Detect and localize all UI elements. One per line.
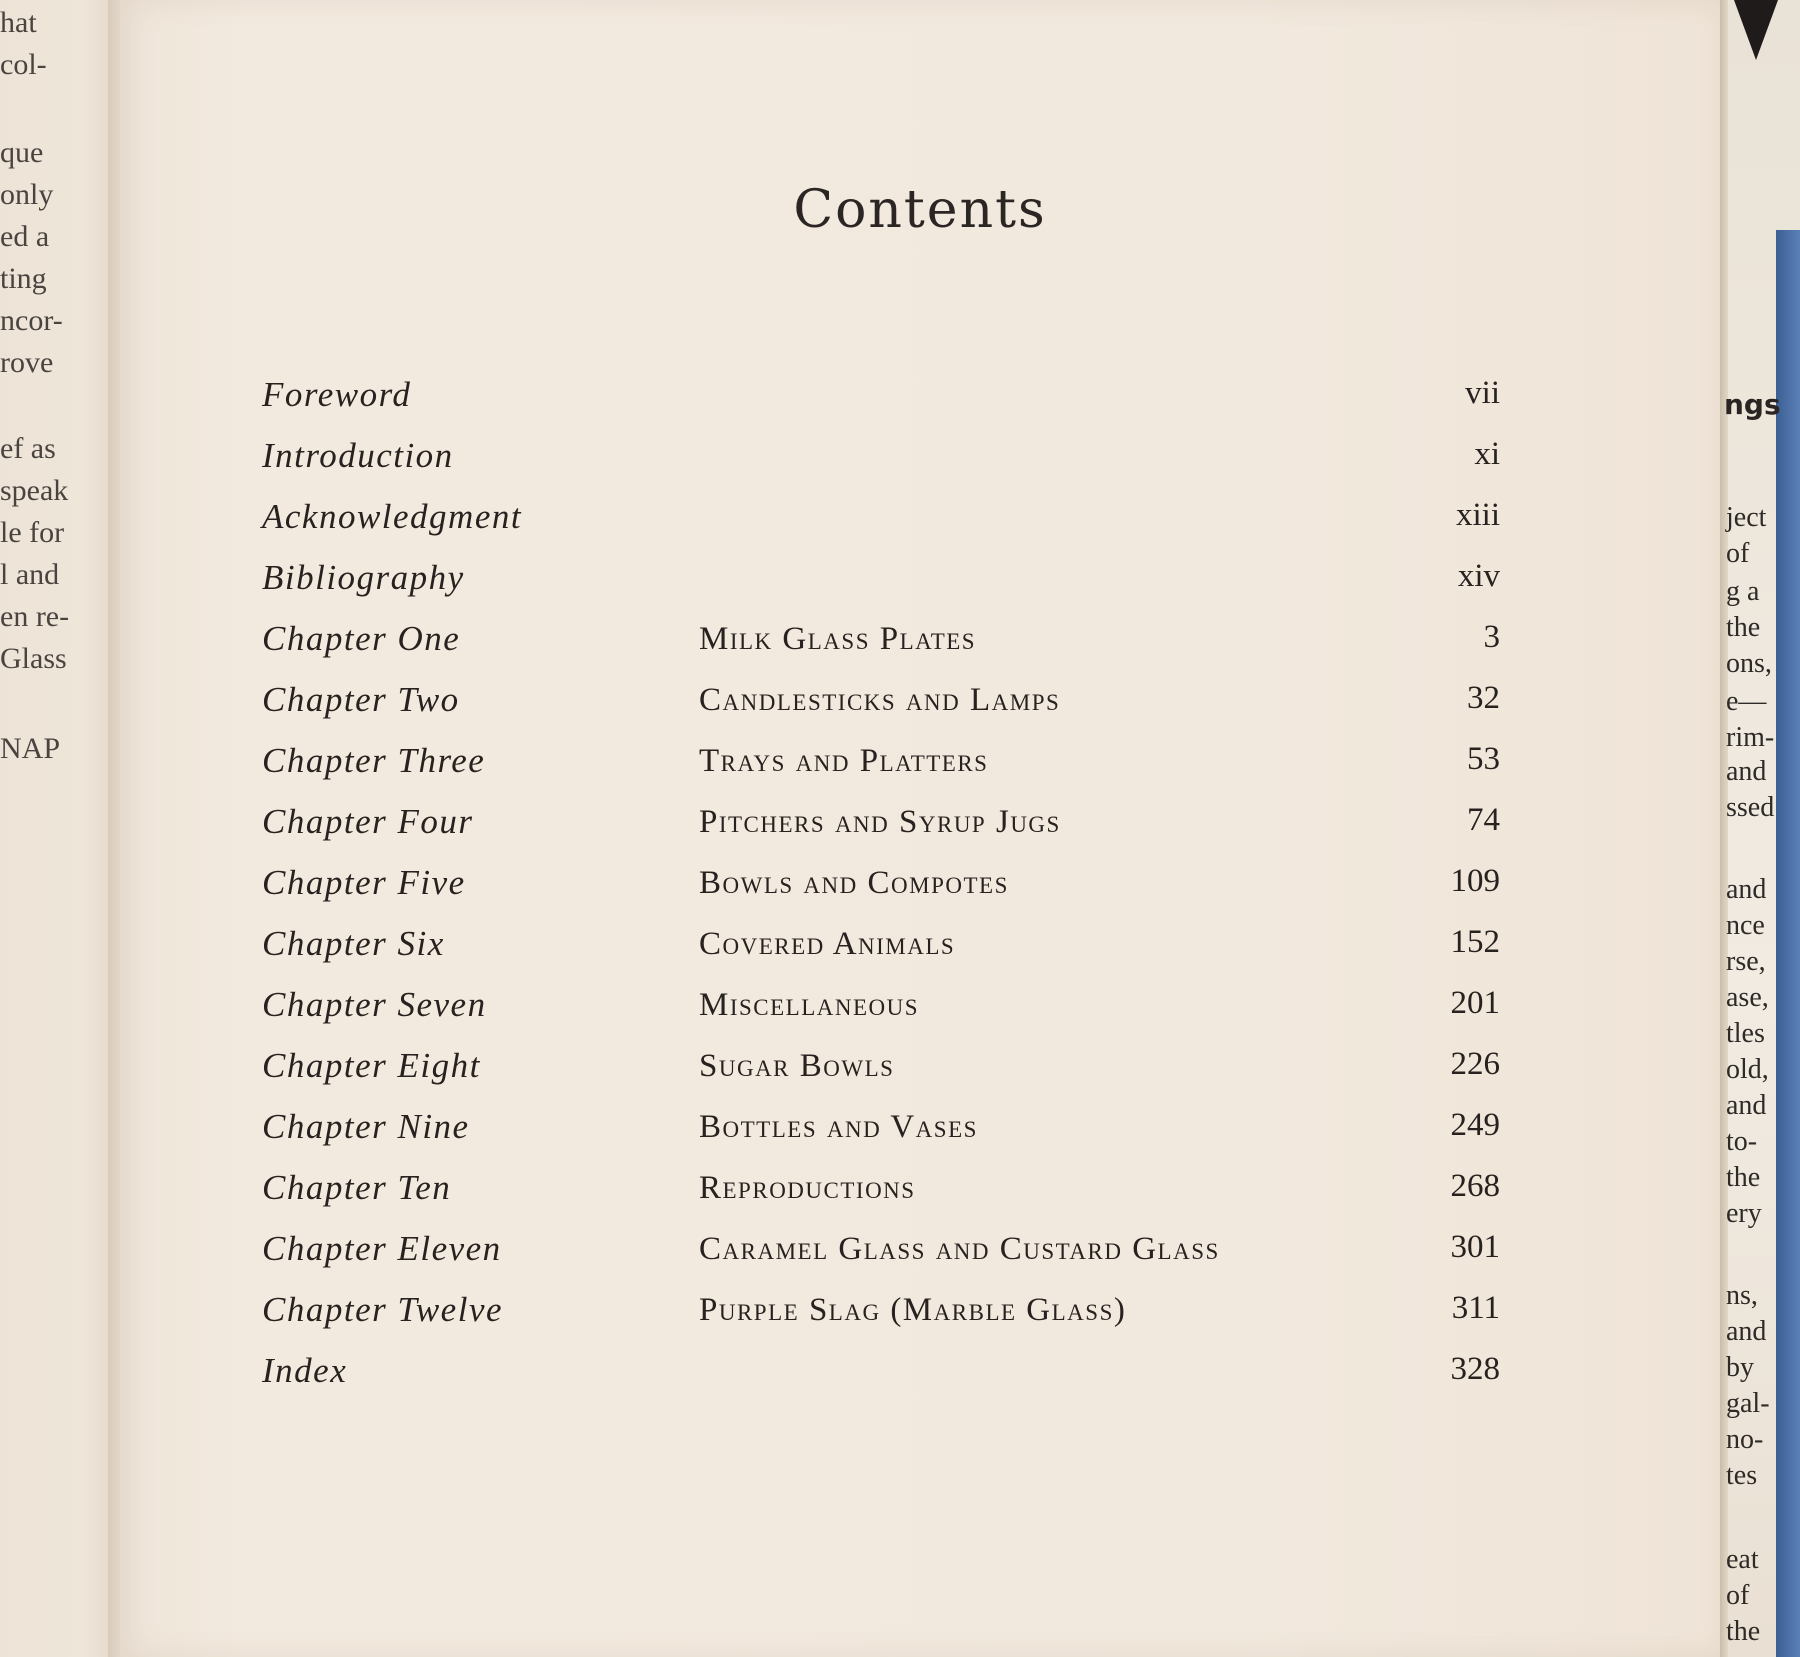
toc-page-number: xi	[1474, 436, 1500, 472]
toc-label: Bibliography	[262, 558, 465, 597]
toc-label: Chapter Twelve	[262, 1290, 504, 1329]
toc-row	[120, 375, 1720, 435]
toc-row	[120, 558, 1720, 618]
contents-page	[120, 0, 1720, 1657]
right-book-text-fragment: gal-	[1726, 1388, 1770, 1419]
toc-page-number: xiv	[1457, 558, 1500, 594]
toc-page-number: 328	[1450, 1351, 1500, 1387]
left-facing-page	[0, 0, 120, 1657]
toc-label: Chapter Two	[262, 680, 460, 719]
toc-row	[120, 741, 1720, 801]
toc-row	[120, 1229, 1720, 1289]
left-page-text-fragment: l and	[0, 558, 60, 591]
left-page-text-fragment: que	[0, 136, 44, 169]
toc-row	[120, 863, 1720, 923]
toc-page-number: 152	[1450, 924, 1500, 960]
toc-row	[120, 436, 1720, 496]
page-title: Contents	[793, 180, 1047, 240]
left-page-text-fragment: ting	[0, 262, 47, 295]
left-page-text-fragment: ef as	[0, 432, 56, 465]
right-book-text-fragment: ons,	[1726, 648, 1772, 679]
right-book-text-fragment: to-	[1726, 1126, 1758, 1157]
toc-row	[120, 1290, 1720, 1350]
toc-row	[120, 680, 1720, 740]
toc-label: Chapter Eleven	[262, 1229, 502, 1268]
toc-chapter-title: Reproductions	[699, 1170, 916, 1206]
toc-label: Foreword	[262, 375, 412, 414]
left-page-text-fragment: Glass	[0, 642, 67, 675]
toc-page-number: vii	[1465, 375, 1500, 411]
toc-row	[120, 1107, 1720, 1167]
right-book-text-fragment: and	[1726, 1316, 1767, 1347]
toc-row	[120, 497, 1720, 557]
left-page-text-fragment: NAP	[0, 732, 61, 765]
left-page-text-fragment: ed a	[0, 220, 50, 253]
left-page-text-fragment: only	[0, 178, 54, 211]
toc-chapter-title: Candlesticks and Lamps	[699, 682, 1061, 718]
toc-label: Chapter Ten	[262, 1168, 452, 1207]
right-book-text-fragment: no-	[1726, 1424, 1764, 1455]
right-book-text-fragment: the	[1726, 1616, 1761, 1647]
toc-label: Chapter Four	[262, 802, 474, 841]
right-book-text-fragment: the	[1726, 1162, 1761, 1193]
toc-page-number: 3	[1483, 619, 1500, 655]
toc-page-number: 201	[1450, 985, 1500, 1021]
toc-chapter-title: Sugar Bowls	[699, 1048, 895, 1084]
right-book-text-fragment: tes	[1726, 1460, 1758, 1491]
left-page-text-fragment: speak	[0, 474, 69, 507]
toc-chapter-title: Bowls and Compotes	[699, 865, 1009, 901]
toc-page-number: 53	[1467, 741, 1500, 777]
right-book-text-fragment: and	[1726, 1090, 1767, 1121]
left-page-text-fragment: le for	[0, 516, 65, 549]
blue-cover-edge	[1776, 230, 1800, 1657]
toc-label: Chapter One	[262, 619, 461, 658]
toc-chapter-title: Covered Animals	[699, 926, 956, 962]
toc-page-number: 311	[1451, 1290, 1500, 1326]
right-book-text-fragment: ns,	[1726, 1280, 1758, 1311]
toc-label: Chapter Five	[262, 863, 466, 902]
toc-chapter-title: Pitchers and Syrup Jugs	[699, 804, 1061, 840]
toc-chapter-title: Trays and Platters	[699, 743, 989, 779]
toc-label: Chapter Nine	[262, 1107, 470, 1146]
toc-chapter-title: Milk Glass Plates	[699, 621, 977, 657]
right-book-text-fragment: and	[1726, 756, 1767, 787]
toc-chapter-title: Caramel Glass and Custard Glass	[699, 1231, 1220, 1267]
toc-label: Chapter Three	[262, 741, 486, 780]
right-book-text-fragment: and	[1726, 874, 1767, 905]
toc-label: Introduction	[262, 436, 454, 475]
right-book-text-fragment: old,	[1726, 1054, 1769, 1085]
toc-page-number: 74	[1467, 802, 1500, 838]
left-page-text-fragment: ncor-	[0, 304, 63, 337]
toc-page-number: 301	[1450, 1229, 1500, 1265]
right-book-text-fragment: tles	[1726, 1018, 1765, 1049]
toc-label: Chapter Six	[262, 924, 445, 963]
left-page-text-fragment: rove	[0, 346, 54, 379]
book-heading-fragment: ngs	[1724, 388, 1781, 421]
toc-page-number: 32	[1467, 680, 1500, 716]
cover-corner	[1734, 0, 1778, 60]
right-book-text-fragment: eat	[1726, 1544, 1759, 1575]
toc-row	[120, 802, 1720, 862]
right-book-text-fragment: ssed	[1726, 792, 1775, 823]
toc-row	[120, 924, 1720, 984]
right-book-text-fragment: of	[1726, 538, 1750, 569]
right-book-text-fragment: e—	[1726, 686, 1767, 717]
toc-label: Index	[262, 1351, 348, 1390]
toc-row	[120, 619, 1720, 679]
toc-label: Acknowledgment	[262, 497, 523, 536]
toc-page-number: xiii	[1455, 497, 1500, 533]
toc-row	[120, 1046, 1720, 1106]
right-book-text-fragment: g a	[1726, 576, 1760, 607]
toc-chapter-title: Bottles and Vases	[699, 1109, 978, 1145]
right-book-text-fragment: nce	[1726, 910, 1765, 941]
right-book-text-fragment: of	[1726, 1580, 1750, 1611]
toc-chapter-title: Purple Slag (Marble Glass)	[699, 1292, 1127, 1328]
toc-row	[120, 985, 1720, 1045]
left-page-text-fragment: en re-	[0, 600, 70, 633]
toc-row	[120, 1351, 1720, 1411]
right-book-text-fragment: the	[1726, 612, 1761, 643]
left-page-text-fragment: hat	[0, 6, 37, 39]
toc-label: Chapter Eight	[262, 1046, 481, 1085]
right-book-text-fragment: ery	[1726, 1198, 1762, 1229]
toc-row	[120, 1168, 1720, 1228]
toc-label: Chapter Seven	[262, 985, 487, 1024]
toc-page-number: 226	[1450, 1046, 1500, 1082]
toc-page-number: 109	[1450, 863, 1500, 899]
toc-page-number: 268	[1450, 1168, 1500, 1204]
right-book-text-fragment: ase,	[1726, 982, 1769, 1013]
background-book-edge	[1720, 0, 1800, 1657]
right-book-text-fragment: ject	[1726, 502, 1767, 533]
right-book-text-fragment: by	[1726, 1352, 1754, 1383]
right-book-text-fragment: rse,	[1726, 946, 1766, 977]
toc-chapter-title: Miscellaneous	[699, 987, 920, 1023]
left-page-text-fragment: col-	[0, 48, 47, 81]
right-book-text-fragment: rim-	[1726, 722, 1775, 753]
toc-page-number: 249	[1450, 1107, 1500, 1143]
